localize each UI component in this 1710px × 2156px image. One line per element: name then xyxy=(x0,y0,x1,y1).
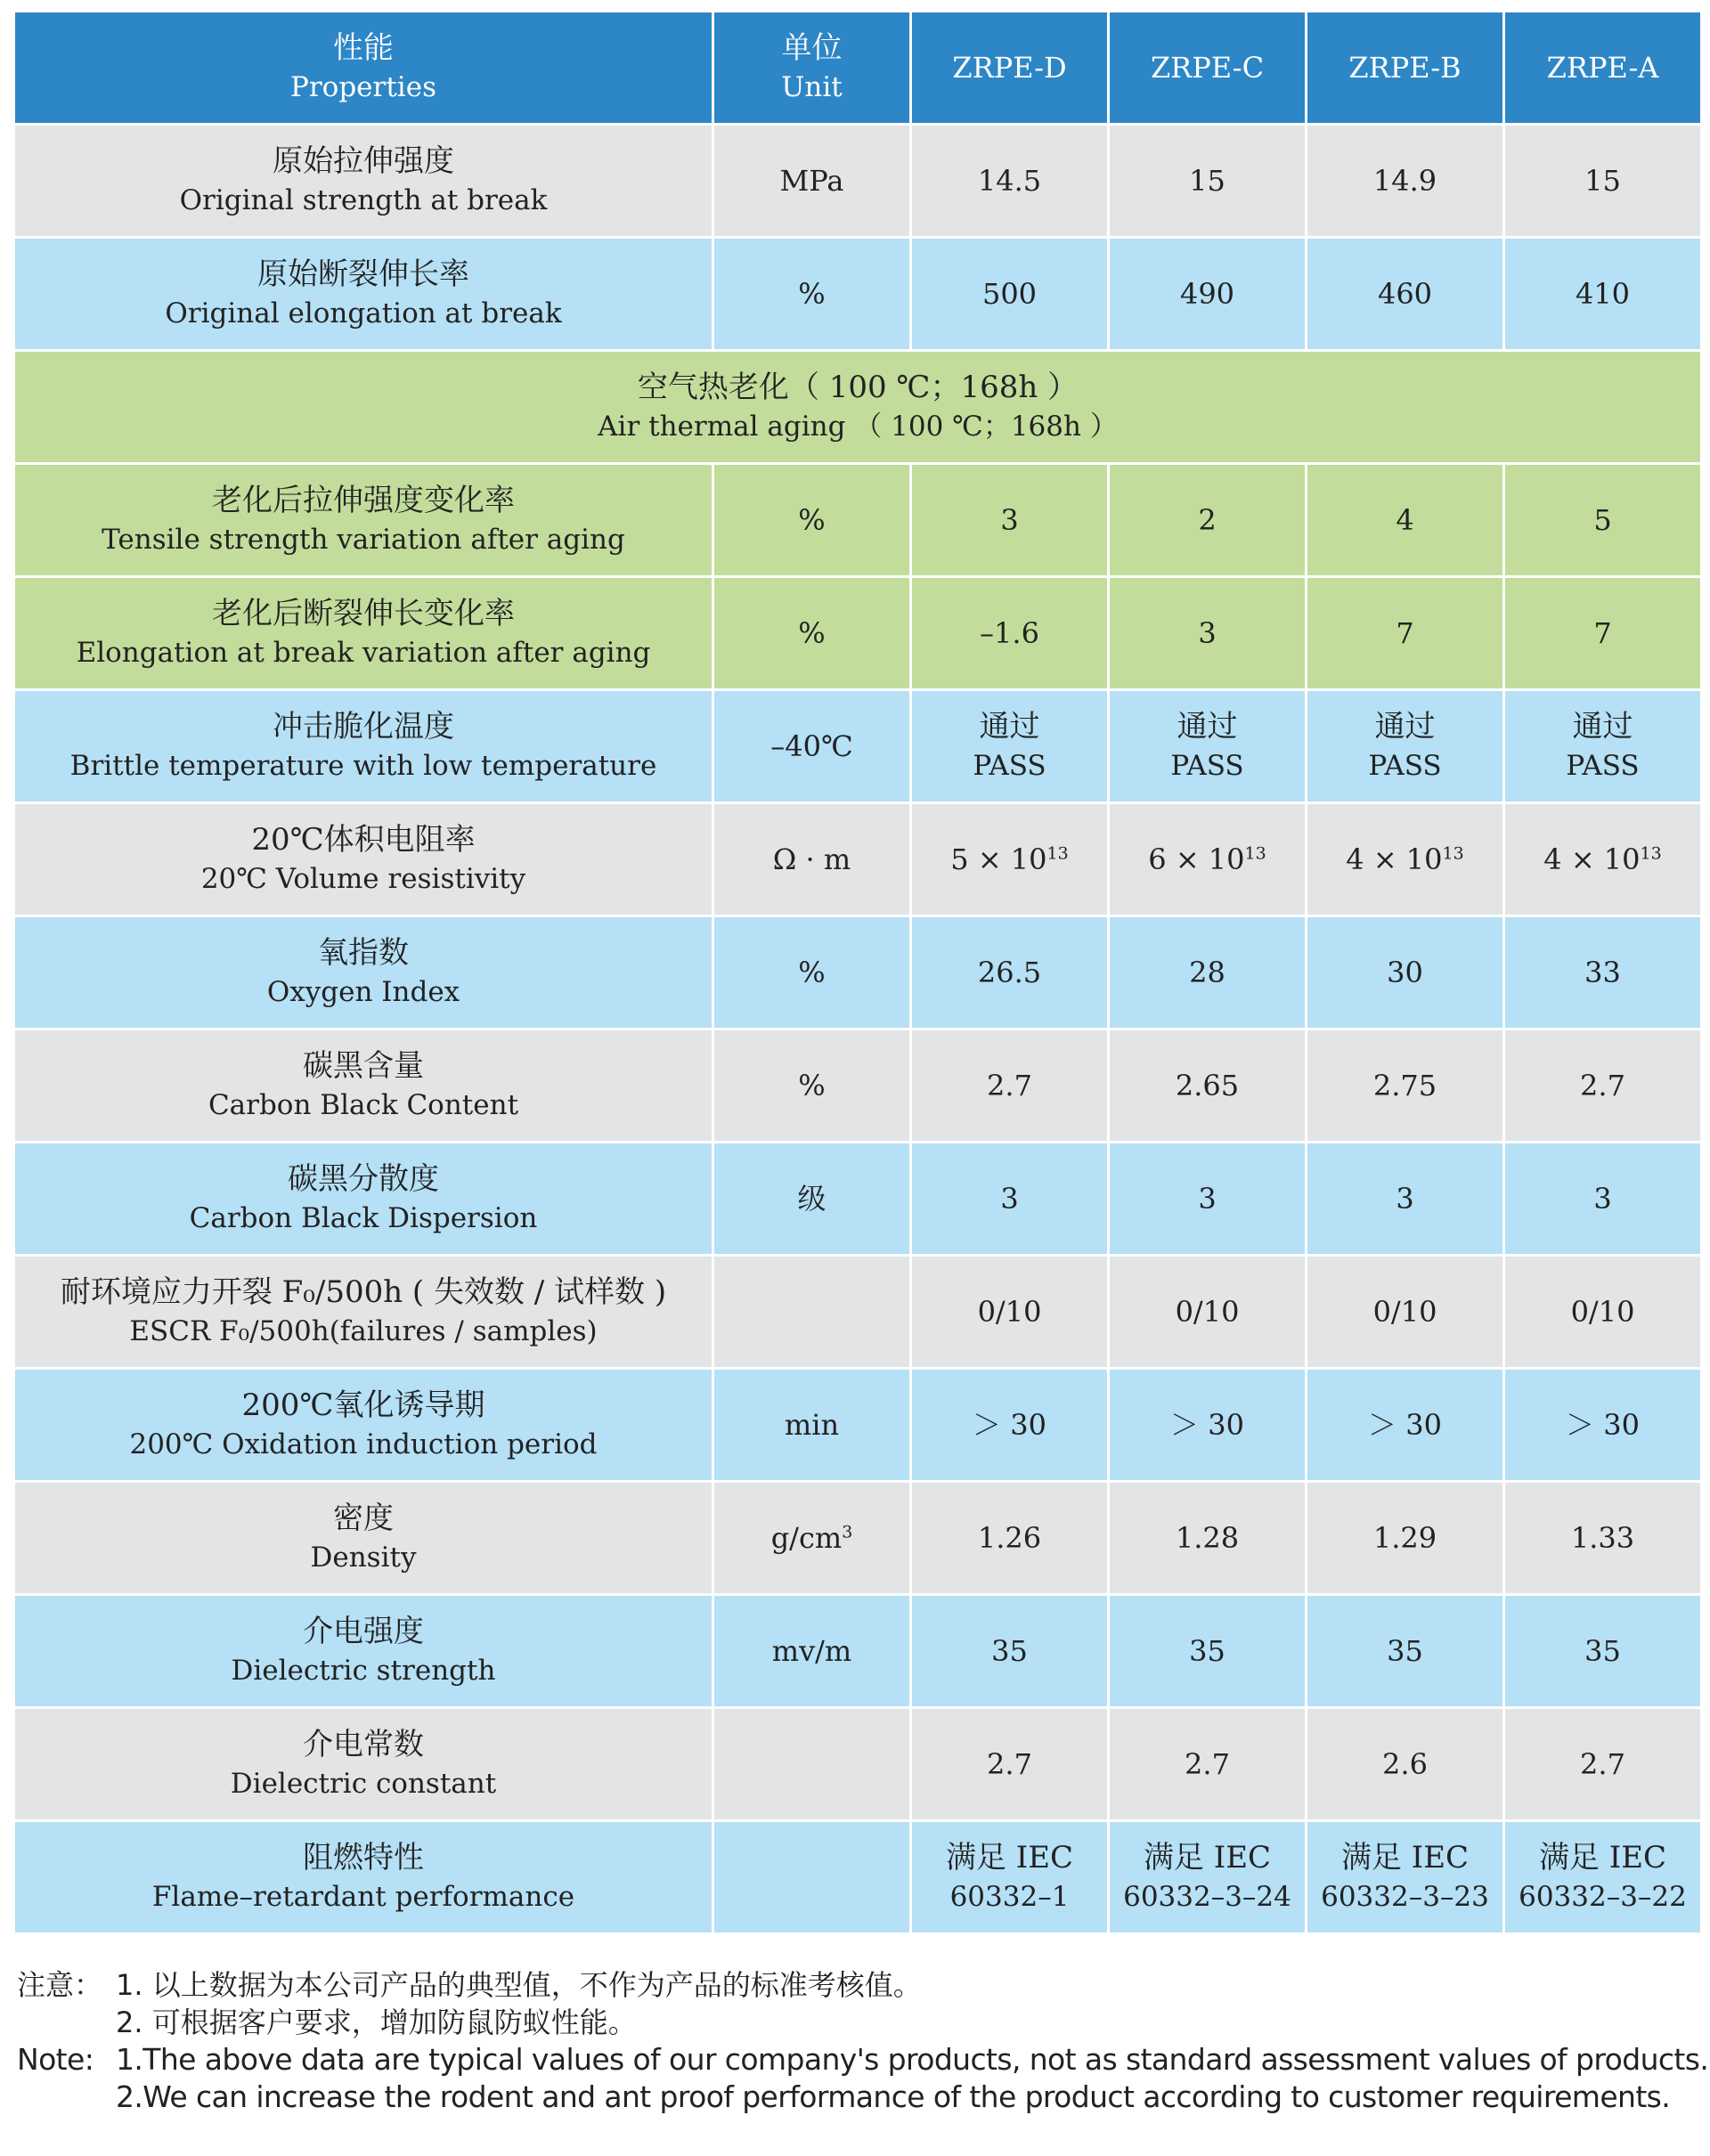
value-exponent: 13 xyxy=(1046,843,1069,864)
value-cell: 490 xyxy=(1110,239,1305,349)
value-cell: 3 xyxy=(912,465,1107,575)
value-cell: 2.7 xyxy=(912,1709,1107,1819)
property-cell xyxy=(15,1257,712,1367)
property-zh: 碳黑含量 xyxy=(303,1048,424,1084)
property-zh: 介电强度 xyxy=(303,1614,424,1649)
unit-cell xyxy=(714,1822,909,1932)
header-zrpe-d: ZRPE-D xyxy=(912,12,1107,123)
property-cell xyxy=(15,1370,712,1480)
aging-section-row xyxy=(15,352,1700,462)
table-row xyxy=(15,239,1700,349)
value-cell: 26.5 xyxy=(912,917,1107,1028)
value-cell xyxy=(912,1822,1107,1932)
header-unit-zh: 单位 xyxy=(781,30,843,66)
value-cell xyxy=(1307,691,1502,801)
value-cell: 15 xyxy=(1505,126,1700,236)
value-cell: 410 xyxy=(1505,239,1700,349)
value-cell: 0/10 xyxy=(912,1257,1107,1367)
table-row xyxy=(15,804,1700,915)
value-cell: 2.75 xyxy=(1307,1030,1502,1141)
property-cell xyxy=(15,126,712,236)
note-zh-text-2: 2. 可根据客户要求，增加防鼠防蚁性能。 xyxy=(116,2005,637,2039)
value-cell xyxy=(912,691,1107,801)
value-cell: 1.28 xyxy=(1110,1483,1305,1593)
aging-section-zh: 空气热老化（ 100 ℃；168h ） xyxy=(637,370,1079,405)
unit-cell: % xyxy=(714,578,909,688)
property-en: Dielectric constant xyxy=(230,1768,497,1800)
header-zrpe-a: ZRPE-A xyxy=(1505,12,1700,123)
value-cell xyxy=(1110,804,1305,915)
value-cell: 4 xyxy=(1307,465,1502,575)
property-cell xyxy=(15,1596,712,1706)
value-cell: 14.5 xyxy=(912,126,1107,236)
value-exponent: 13 xyxy=(1442,843,1464,864)
property-en: Flame–retardant performance xyxy=(151,1881,575,1913)
header-properties-en: Properties xyxy=(290,71,436,103)
note-en-1 xyxy=(17,2041,1709,2079)
property-zh: 氧指数 xyxy=(318,935,409,971)
property-en: Original strength at break xyxy=(179,184,548,216)
value-base: 4 × 10 xyxy=(1346,842,1443,876)
value-cell: 28 xyxy=(1110,917,1305,1028)
value-cell: 7 xyxy=(1307,578,1502,688)
property-zh: 200℃氧化诱导期 xyxy=(241,1387,485,1423)
value-cell: 30 xyxy=(1307,917,1502,1028)
value-cell: 35 xyxy=(1307,1596,1502,1706)
property-en: Elongation at break variation after aging xyxy=(76,637,651,669)
unit-cell: % xyxy=(714,917,909,1028)
property-en: 20℃ Volume resistivity xyxy=(200,863,526,895)
property-cell xyxy=(15,1709,712,1819)
pass-en: PASS xyxy=(973,750,1046,782)
standard-en: 60332–3–24 xyxy=(1123,1881,1291,1913)
properties-table xyxy=(12,10,1703,1935)
note-zh-text-1: 1. 以上数据为本公司产品的典型值，不作为产品的标准考核值。 xyxy=(116,1968,922,2002)
value-cell: 15 xyxy=(1110,126,1305,236)
value-cell xyxy=(1505,691,1700,801)
value-cell: ＞ 30 xyxy=(1307,1370,1502,1480)
property-zh: 原始拉伸强度 xyxy=(273,143,454,179)
aging-section-en: Air thermal aging （ 100 ℃；168h ） xyxy=(598,411,1118,443)
unit-cell: 级 xyxy=(714,1143,909,1254)
value-cell: 3 xyxy=(1110,578,1305,688)
table-row xyxy=(15,1596,1700,1706)
property-zh: 密度 xyxy=(333,1501,394,1536)
note-zh-1 xyxy=(17,1966,1700,2004)
property-en: Carbon Black Content xyxy=(208,1089,519,1121)
value-exponent: 13 xyxy=(1640,843,1662,864)
property-en: Brittle temperature with low temperature xyxy=(69,750,657,782)
value-cell: 460 xyxy=(1307,239,1502,349)
standard-zh: 满足 IEC xyxy=(1340,1840,1470,1875)
value-cell: ＞ 30 xyxy=(912,1370,1107,1480)
properties-table-wrapper xyxy=(15,12,1692,1935)
value-cell xyxy=(1505,1822,1700,1932)
property-zh: 老化后拉伸强度变化率 xyxy=(212,483,515,518)
unit-cell: Ω · m xyxy=(714,804,909,915)
value-cell: 2.7 xyxy=(1110,1709,1305,1819)
unit-cell: mv/m xyxy=(714,1596,909,1706)
property-cell xyxy=(15,917,712,1028)
value-cell: 14.9 xyxy=(1307,126,1502,236)
value-cell: 1.33 xyxy=(1505,1483,1700,1593)
property-en: Carbon Black Dispersion xyxy=(189,1202,538,1234)
value-cell: 3 xyxy=(1307,1143,1502,1254)
table-row xyxy=(15,1709,1700,1819)
pass-zh: 通过 xyxy=(1177,709,1238,744)
value-base: 4 × 10 xyxy=(1543,842,1641,876)
value-cell xyxy=(1307,1822,1502,1932)
value-cell: 2 xyxy=(1110,465,1305,575)
standard-en: 60332–3–23 xyxy=(1321,1881,1489,1913)
value-cell xyxy=(1110,1822,1305,1932)
header-unit-en: Unit xyxy=(781,71,843,103)
unit-cell xyxy=(714,1709,909,1819)
pass-en: PASS xyxy=(1566,750,1640,782)
unit-cell: % xyxy=(714,465,909,575)
property-zh: 阻燃特性 xyxy=(303,1840,424,1875)
property-cell xyxy=(15,1143,712,1254)
value-cell: 500 xyxy=(912,239,1107,349)
property-zh: 介电常数 xyxy=(303,1727,424,1762)
value-cell: ＞ 30 xyxy=(1110,1370,1305,1480)
value-cell: 3 xyxy=(912,1143,1107,1254)
table-row xyxy=(15,578,1700,688)
value-cell: 2.65 xyxy=(1110,1030,1305,1141)
property-cell xyxy=(15,1483,712,1593)
unit-cell: min xyxy=(714,1370,909,1480)
property-cell xyxy=(15,1030,712,1141)
value-cell: 3 xyxy=(1110,1143,1305,1254)
property-en: Dielectric strength xyxy=(231,1655,496,1687)
note-en-2 xyxy=(17,2079,1700,2116)
unit-cell: –40℃ xyxy=(714,691,909,801)
table-row xyxy=(15,1143,1700,1254)
property-en: Density xyxy=(310,1542,417,1574)
unit-cell: MPa xyxy=(714,126,909,236)
value-cell: –1.6 xyxy=(912,578,1107,688)
property-en: Tensile strength variation after aging xyxy=(102,524,625,556)
unit-exponent: 3 xyxy=(842,1522,853,1542)
value-cell: 1.26 xyxy=(912,1483,1107,1593)
unit-cell xyxy=(714,1257,909,1367)
value-cell: ＞ 30 xyxy=(1505,1370,1700,1480)
note-zh-label: 注意： xyxy=(17,1968,103,2002)
pass-en: PASS xyxy=(1170,750,1244,782)
value-cell: 2.7 xyxy=(1505,1709,1700,1819)
value-cell: 35 xyxy=(1505,1596,1700,1706)
property-cell xyxy=(15,691,712,801)
value-cell: 2.7 xyxy=(912,1030,1107,1141)
unit-base: g/cm xyxy=(770,1521,843,1555)
note-en-text-2: 2.We can increase the rodent and ant proof performance of the product according to customer requirements. xyxy=(116,2079,1671,2114)
property-cell xyxy=(15,465,712,575)
header-unit xyxy=(714,12,909,123)
property-cell xyxy=(15,578,712,688)
property-cell xyxy=(15,804,712,915)
property-zh: 20℃体积电阻率 xyxy=(251,822,476,858)
header-properties-zh: 性能 xyxy=(333,30,394,66)
value-cell xyxy=(1307,804,1502,915)
table-row xyxy=(15,1370,1700,1480)
value-base: 5 × 10 xyxy=(950,842,1047,876)
header-zrpe-b: ZRPE-B xyxy=(1307,12,1502,123)
property-cell xyxy=(15,239,712,349)
property-zh: 老化后断裂伸长变化率 xyxy=(212,596,515,631)
value-exponent: 13 xyxy=(1244,843,1266,864)
value-cell: 1.29 xyxy=(1307,1483,1502,1593)
table-row xyxy=(15,1822,1700,1932)
note-en-text-1: 1.The above data are typical values of our company's products, not as standard assessment values of products. xyxy=(116,2042,1709,2077)
note-en-label: Note: xyxy=(17,2042,94,2077)
table-row xyxy=(15,1483,1700,1593)
value-cell: 0/10 xyxy=(1307,1257,1502,1367)
table-row xyxy=(15,917,1700,1028)
pass-zh: 通过 xyxy=(979,709,1040,744)
table-row xyxy=(15,126,1700,236)
table-row xyxy=(15,465,1700,575)
value-cell: 2.6 xyxy=(1307,1709,1502,1819)
value-cell: 0/10 xyxy=(1505,1257,1700,1367)
pass-zh: 通过 xyxy=(1572,709,1633,744)
unit-cell: % xyxy=(714,1030,909,1141)
standard-en: 60332–1 xyxy=(949,1881,1070,1913)
unit-cell xyxy=(714,1483,909,1593)
property-zh: 碳黑分散度 xyxy=(288,1161,439,1197)
table-row xyxy=(15,1030,1700,1141)
property-zh: 冲击脆化温度 xyxy=(273,709,454,744)
property-en: Oxygen Index xyxy=(266,976,460,1008)
standard-en: 60332–3–22 xyxy=(1519,1881,1687,1913)
pass-zh: 通过 xyxy=(1374,709,1436,744)
value-cell xyxy=(912,804,1107,915)
table-row xyxy=(15,1257,1700,1367)
standard-zh: 满足 IEC xyxy=(945,1840,1074,1875)
aging-section-title xyxy=(15,352,1700,462)
table-row xyxy=(15,691,1700,801)
value-cell xyxy=(1110,691,1305,801)
value-cell: 5 xyxy=(1505,465,1700,575)
value-cell: 35 xyxy=(912,1596,1107,1706)
property-zh: 耐环境应力开裂 F₀/500h ( 失效数 / 试样数 ) xyxy=(60,1274,667,1310)
value-cell: 35 xyxy=(1110,1596,1305,1706)
table-header-row xyxy=(15,12,1700,123)
value-cell xyxy=(1505,804,1700,915)
value-cell: 2.7 xyxy=(1505,1030,1700,1141)
pass-en: PASS xyxy=(1368,750,1442,782)
property-en: Original elongation at break xyxy=(165,297,562,330)
value-base: 6 × 10 xyxy=(1148,842,1245,876)
property-en: ESCR F₀/500h(failures / samples) xyxy=(129,1315,598,1347)
standard-zh: 满足 IEC xyxy=(1143,1840,1272,1875)
property-cell xyxy=(15,1822,712,1932)
standard-zh: 满足 IEC xyxy=(1538,1840,1667,1875)
header-properties xyxy=(15,12,712,123)
property-en: 200℃ Oxidation induction period xyxy=(129,1428,598,1460)
note-zh-2 xyxy=(17,2004,1700,2041)
property-zh: 原始断裂伸长率 xyxy=(257,256,469,292)
value-cell: 33 xyxy=(1505,917,1700,1028)
value-cell: 7 xyxy=(1505,578,1700,688)
notes-section xyxy=(17,1966,1709,2116)
value-cell: 0/10 xyxy=(1110,1257,1305,1367)
unit-cell: % xyxy=(714,239,909,349)
header-zrpe-c: ZRPE-C xyxy=(1110,12,1305,123)
value-cell: 3 xyxy=(1505,1143,1700,1254)
